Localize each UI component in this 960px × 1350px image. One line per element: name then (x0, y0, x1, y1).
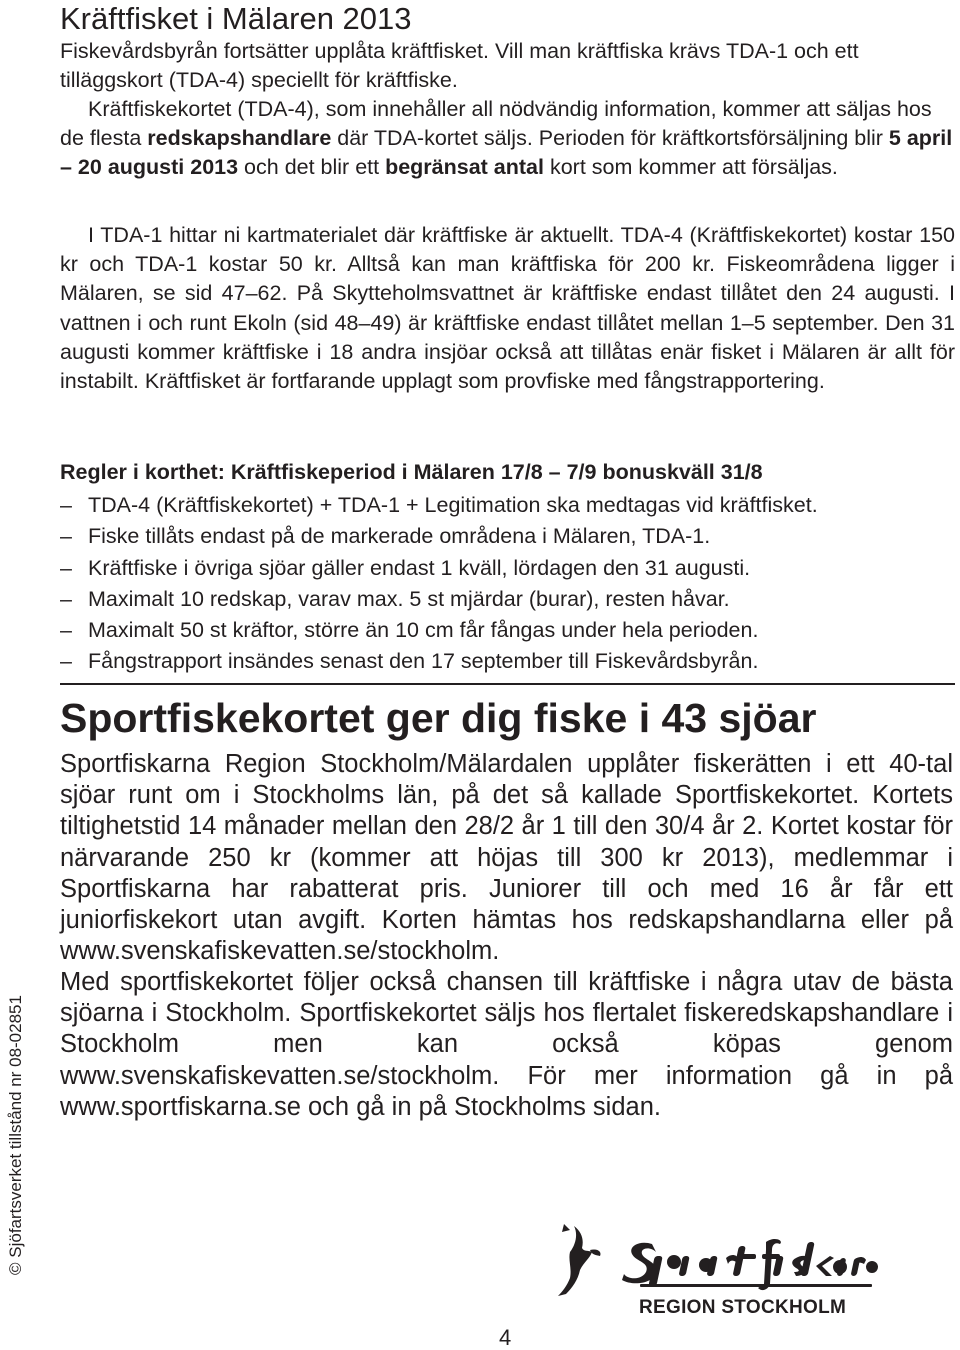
intro-paragraph-1: Fiskevårdsbyrån fortsätter upplåta kräftfisket. Vill man kräftfiska krävs TDA-1 och ett tilläggskort (TDA-4) speciellt för kräftfiske. (60, 39, 859, 93)
dash-bullet: – (60, 493, 72, 517)
limited-number-emphasis: begränsat antal (385, 155, 544, 180)
rule-item: – Fiske tillåts endast på de markerade områdena i Mälaren, TDA-1. (60, 521, 818, 552)
page-number: 4 (499, 1325, 512, 1350)
rules-list (60, 490, 818, 678)
rule-item: – Maximalt 10 redskap, varav max. 5 st mjärdar (burar), resten håvar. (60, 584, 818, 615)
sportfiske-paragraph-2: Med sportfiskekortet följer också chansen till kräftfiske i några utav de bästa sjöarna i Stockholm. Sportfiskekortet säljs hos flertalet fiskeredskapshandlare i Stockholm men kan också köpas genom www.svenskafiskevatten.se/stockholm. För mer information gå in på www.sportfiskarna.se och gå in på Stockholms sidan. (60, 968, 953, 1121)
dash-bullet: – (60, 649, 72, 674)
rule-item: – Maximalt 50 st kräftor, större än 10 cm får fångas under hela perioden. (60, 615, 818, 646)
dash-bullet: – (60, 586, 72, 611)
section-divider (60, 683, 955, 685)
copyright-notice: © Sjöfartsverket tillstånd nr 08-02851 (6, 995, 25, 1275)
page-title: Kräftfisket i Mälaren 2013 (60, 1, 412, 36)
intro-paragraph-3: I TDA-1 hittar ni kartmaterialet där kräftfiske är aktuellt. TDA-4 (Kräftfiskekortet) kostar 150 kr och TDA-1 kostar 50 kr. Alltså kan man kräftfiska för 200 kr. Fiskeområdena ligger i Mälaren, se sid 47–62. På Skytteholmsvattnet är kräftfiske endast tillåtet den 24 augusti. I vattnen i och runt Ekoln (sid 48–49) är kräftfiske endast tillåtet mellan 1–5 september. Den 31 augusti kommer kräftfiske i 18 andra insjöar också att tillåtas enär fisket i Mälaren är allt för instabilt. Kräftfisket är fortfarande upplagt som provfiske med fångstrapportering. (60, 223, 955, 394)
rule-item: – TDA-4 (Kräftfiskekortet) + TDA-1 + Legitimation ska medtagas vid kräftfisket. (60, 490, 818, 521)
sales-period: 5 april – 20 augusti 2013 (60, 126, 953, 180)
retailers-emphasis: redskapshandlare (147, 126, 332, 151)
rule-item: – Kräftfiske i övriga sjöar gäller endast 1 kväll, lördagen den 31 augusti. (60, 553, 818, 584)
dash-bullet: – (60, 555, 72, 580)
intro-paragraph-2: Kräftfiskekortet (TDA-4), som innehåller all nödvändig information, kommer att säljas hos de flesta redskapshandlare där TDA-kortet säljs. Perioden för kräftkortsförsäljning blir 5 april – 20 augusti 2013 och det blir ett begränsat antal kort som kommer att försäljas. (60, 97, 953, 180)
fish-icon (540, 1222, 880, 1298)
sportfiske-paragraph-1: Sportfiskarna Region Stockholm/Mälardalen upplåter fiskerätten i ett 40-tal sjöar runt om i Stockholms län, på det så kallade Sportfiskekortet. Kortets tiltighetstid 14 månader mellan den 28/2 år 1 till den 30/4 år 2. Kortet kostar för närvarande 250 kr (kommer att höjas till 300 kr 2013), medlemmar i Sportfiskarna har rabatterat pris. Juniorer till och med 16 år får ett juniorfiskekort utan avgift. Korten hämtas hos redskapshandlarna eller på www.svenskafiskevatten.se/stockholm. (60, 750, 953, 966)
dash-bullet: – (60, 524, 72, 549)
rule-item: – Fångstrapport insändes senast den 17 september till Fiskevårdsbyrån. (60, 646, 818, 677)
dash-bullet: – (60, 618, 72, 643)
rules-heading: Regler i korthet: Kräftfiskeperiod i Mälaren 17/8 – 7/9 bonuskväll 31/8 (60, 460, 763, 484)
sportfiskarna-logo (540, 1222, 880, 1327)
sportfiske-heading: Sportfiskekortet ger dig fiske i 43 sjöar (60, 695, 817, 741)
logo-region-label: REGION STOCKHOLM (639, 1297, 847, 1318)
